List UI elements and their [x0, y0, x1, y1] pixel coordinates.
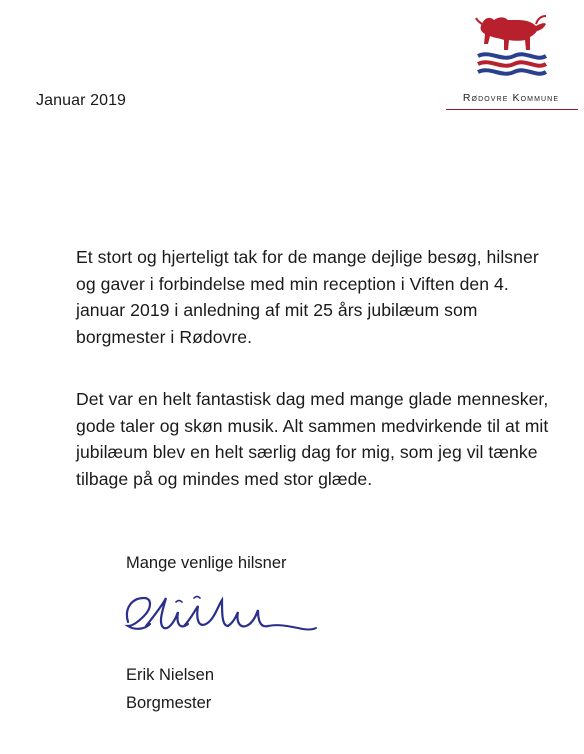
handwritten-signature — [118, 582, 318, 652]
municipality-logo — [444, 10, 578, 114]
closing-greeting: Mange venlige hilsner — [126, 554, 287, 572]
paragraph-celebration: Det var en helt fantastisk dag med mange glade mennesker, gode taler og skøn musik. Alt sammen medvirkende til at mit jubilæum blev en helt særlig dag for mig, som jeg vil tænke tilbage på og mindes med stor glæde. — [76, 389, 549, 489]
bull-logo-icon — [474, 10, 548, 82]
logo-wordmark: Rødovre Kommune — [462, 92, 560, 104]
signatory-title: Borgmester — [126, 694, 212, 712]
paragraph-thanks: Et stort og hjerteligt tak for de mange dejlige besøg, hilsner og gaver i forbindelse med min reception i Viften den 4. januar 2019 i anledning af mit 25 års jubilæum som borgmester i Rødovre. — [76, 247, 539, 347]
logo-divider — [446, 109, 578, 110]
letter-date: Januar 2019 — [36, 92, 127, 109]
signatory-name: Erik Nielsen — [126, 666, 215, 684]
